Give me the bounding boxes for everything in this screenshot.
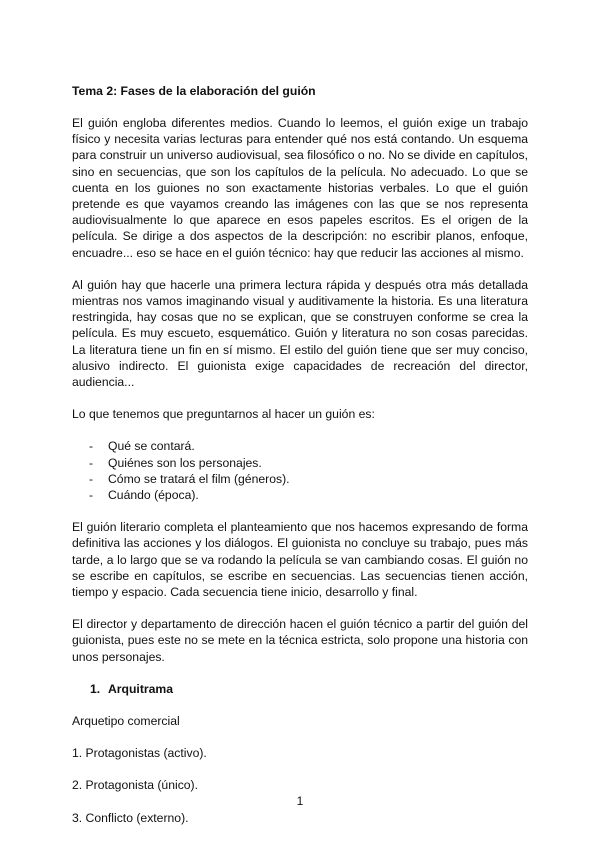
dash-bullet: -	[89, 455, 94, 470]
section-number: 1.	[90, 681, 101, 696]
numbered-item: 2. Protagonista (único).	[72, 778, 199, 793]
page-number: 1	[296, 794, 304, 808]
numbered-item: 1. Protagonistas (activo).	[72, 746, 207, 761]
dash-bullet: -	[89, 471, 94, 486]
paragraph-literary-script: El guión literario completa el planteamiento que nos hacemos expresando de forma definitiva las acciones y los diálogos. El guionista no concluye su trabajo, pues más tarde, a lo largo que se va rodando la película se van cambiando cosas. El guión no se escribe en capítulos, se escribe en secuencias. Las secuencias tienen acción, tiempo y espacio. Cada secuencia tiene inicio, desarrollo y final.	[72, 520, 528, 600]
section-heading	[72, 681, 528, 697]
numbered-item: 3. Conflicto (externo).	[72, 810, 189, 825]
paragraph-intro: El guión engloba diferentes medios. Cuando lo leemos, el guión exige un trabajo físico y necesita varias lecturas para entender qué nos está contando. Un esquema para construir un universo audiovisual, sea filosófico o no. No se divide en capítulos, sino en secuencias, que son los capítulos de la película. No adecuado. Lo que se cuenta en los guiones no son exactamente historias verbales. Lo que el guión pretende es que vayamos creando las imágenes con las que se nos representa audiovisualmente lo que aparece en esos papeles escritos. Es el origen de la película. Se dirige a dos aspectos de la descripción: no escribir planos, enfoque, encuadre... eso se hace en el guión técnico: hay que reducir las acciones al mismo.	[72, 116, 528, 260]
section-title: Arquitrama	[108, 681, 174, 696]
paragraph-technical-script: El director y departamento de dirección hacen el guión técnico a partir del guión del guionista, pues este no se mete en la técnica estricta, solo propone una historia con unos personajes.	[72, 617, 528, 664]
paragraph-questions-lead: Lo que tenemos que preguntarnos al hacer un guión es:	[72, 407, 375, 422]
subheading: Arquetipo comercial	[72, 713, 180, 728]
list-item: - Cuándo (época).	[89, 488, 199, 503]
page-title: Tema 2: Fases de la elaboración del guión	[72, 84, 316, 98]
questions-list	[72, 438, 528, 503]
dash-bullet: -	[89, 488, 94, 503]
list-item: - Quiénes son los personajes.	[89, 455, 262, 470]
paragraph-reading: Al guión hay que hacerle una primera lectura rápida y después otra más detallada mientras nos vamos imaginando visual y auditivamente la historia. Es una literatura restringida, hay cosas que no se explican, que se construyen conforme se crea la película. Es muy escueto, esquemático. Guión y literatura no son cosas parecidas. La literatura tiene un fin en sí mismo. El estilo del guión tiene que ser muy conciso, alusivo indirecto. El guionista exige capacidades de recreación del director, audiencia...	[72, 277, 528, 390]
list-item: - Qué se contará.	[89, 439, 195, 454]
list-item: - Cómo se tratará el film (géneros).	[89, 471, 290, 486]
dash-bullet: -	[89, 439, 94, 454]
